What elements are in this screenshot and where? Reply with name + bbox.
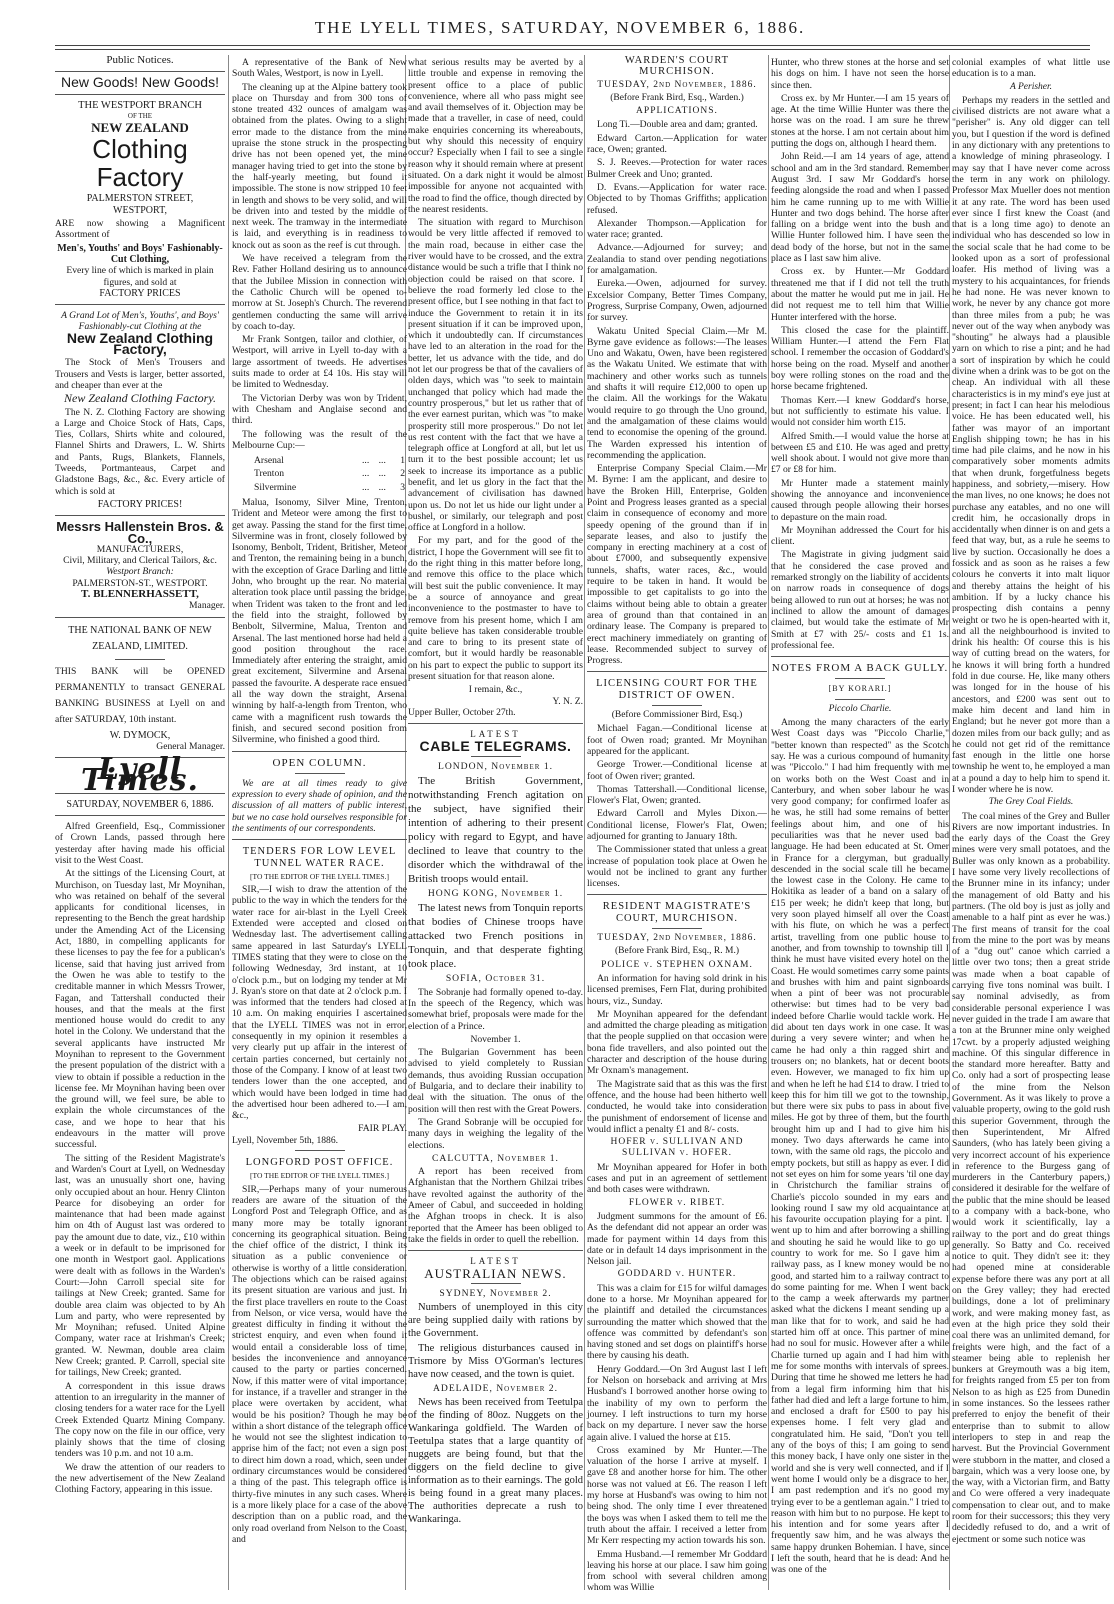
- column-divider: [949, 55, 950, 1590]
- byline: [BY KORARI.]: [828, 684, 892, 694]
- section-heading: LONGFORD POST OFFICE.: [245, 1157, 394, 1169]
- section-heading: OPEN COLUMN.: [272, 756, 367, 769]
- editor-note: [TO THE EDITOR OF THE LYELL TIMES.]: [250, 871, 389, 881]
- rule: [652, 928, 702, 929]
- article-text: The following was the result of the Melbourne Cup:—: [232, 428, 407, 451]
- news-text: The Bulgarian Government has been advised to yield completely to Russian demands, thus avoiding Russian occupation of Bulgaria, and to declare their inability to deal with the situation. The onus of the position will then rest with the Great Powers.: [408, 1047, 583, 1115]
- section-heading: CABLE TELEGRAMS.: [419, 737, 572, 754]
- column-4: [587, 55, 767, 1594]
- notices-heading: Public Notices.: [106, 54, 174, 66]
- court-text: Henry Goddard.—On 3rd August last I left for Nelson on horseback and arriving at Mrs Husband's I borrowed another horse owing to the inability of my own to perform the journey. I left instructions to turn my horse back on my departure. I never saw the horse again alive. I valued the horse at £15.: [587, 1363, 767, 1443]
- news-text: The Grand Sobranje will be occupied for many days in weighing the legality of the elections.: [408, 1116, 583, 1151]
- rule: [232, 751, 407, 752]
- result-row: Trenton ... ... 2: [234, 468, 405, 479]
- rule: [408, 723, 583, 724]
- court-text: The Magistrate in giving judgment said that he considered the case proved and remarked strongly on the liability of accidents on narrow roads in consequence of dogs being allowed to run out at horses; he was not inclined to allow the amount of damages claimed, but would take the estimate of Mr Smith at £7 with 25/- costs and £1 1s. professional fee.: [771, 549, 949, 651]
- news-text: Numbers of unemployed in this city are being supplied daily with rations by the Government.: [408, 1302, 583, 1340]
- date-line: TUESDAY, 2nd November, 1886.: [597, 933, 757, 944]
- ad-line: FACTORY PRICES: [99, 287, 181, 299]
- news-text: The British Government, notwithstanding French agitation on the subject, have signified their intention of adhering to their present policy with regard to Egypt, and have declined to leave that country to the disorder which the withdrawal of the British troops would entail.: [408, 775, 583, 886]
- article-text: The coal mines of the Grey and Buller Rivers are now important industries. In the early days of the Coast the Grey mines were very small potatoes, and the Buller was only known as a probability. I have some very lively recollections of the Brunner mine in its infancy; under the management of old Batty and his partners. (The old boy is just as jolly and amenable to a half pint as ever he was.) The first means of transit for the coal from the mine to the port was by means of a "dug out" canoe which carried a little over two tons; then a great stride was made when a boat capable of carrying five tons nominal was built. I say nominal advisedly, as from considerable personal experience I was never guided in the trade I am aware that a ton at the Brunner mine only weighed 17cwt. by a properly adjusted weighing machine. Of this singular difference in the standard more hereafter. Batty and Co. only had a sort of prospecting lease of the mine from the Nelson Government. As it was likely to prove a valuable property, owing to the gold rush this superior Government, through the then Superintendent, Mr Alfred Saunders, (who has lately been giving a very incorrect account of his experience in reference to the Burgess gang of murderers in the Canterbury papers,) considered it desirable for the welfare of the public that the mine should be leased to a company with a back-bone, who would work it scientifically, lay a railway to the port and do great things generally. So Batty and Co. received notice to quit. They didn't see it: they had opened mine at considerable expense before there was any port at all on the Grey valley; they had erected buildings, done a lot of preliminary work, and were making money fast, as even at the high price they sold their coal there was an unlimited demand, for freights were high, and the fact of a steamer being able to replenish her bunkers at Greymouth was a big item, for freights ranged from £5 per ton from Nelson to as high as £25 from Dunedin in some instances. So the lessees rather preferred to enjoy the benefit of their enterprise than to submit to allow interlopers to step in and reap the harvest. But the Provincial Government were stubborn in the matter, and closed a bargain, which was a very loose one, by the way, with a Victorian firm, and Batty and Co were offered a very inadequate compensation to clear out, and to make room for their successors; this they very decidedly refused to do, and a writ of ejectment or some such notice was: [952, 810, 1110, 1545]
- horse-name: Arsenal: [254, 455, 284, 467]
- court-text: Mr Moynihan appeared for Hofer in both cases and put in an agreement of settlement and both cases were withdrawn.: [587, 1161, 767, 1196]
- section-heading: AUSTRALIAN NEWS.: [424, 1265, 567, 1281]
- article-text: Among the many characters of the early West Coast days was "Piccolo Charlie," "better known than respected" as the Scotch say. He was a curious compound of humanity was "Piccolo." I had him frequently with me on works both on the West Coast and in Canterbury, and when sober labour he was very good company; for confirmed loafer as he was, he still had some remains of better feelings about him, and one of his peculiarities was that he never used bad language. He had been educated at St. Omer in France for a clergyman, but gradually descended in the social scale till he became the lowest case in the Colony. He came to Hokitika as leader of a band on a salary of £15 per week; he didn't keep that long, but very soon played himself all over the Coast with his flute, on which he was a perfect artist, travelling from one public house to another, and from township to township till I think he must have visited every hotel on the Coast. He would sometimes carry some paints and brushes with him and paint signboards when a pint of beer was not procurable otherwise: but times had to be very bad indeed before Charlie would tackle work. He did about ten days work in one case. It was during a very severe winter; and when he came he had only a thin ragged shirt and trousers on; no blankets, hat or decent boots even. However, we managed to fix him up and when he left he had £14 to draw. I tried to keep this for him till we got to the township, but there were six pubs to pass in about five miles. He got by three of them, but the fourth brought him up and I had to give him his money. Two days afterwards he came into town, with the same old rags, the piccolo and empty pockets, but still as happy as ever. I did not set eyes on him for some years 'til one day in Christchurch the familiar strains of Charlie's piccolo sounded in my ears and looking round I saw my old acquaintance at his favourite occupation playing for a pint. I went up to him and after borrowing a shilling and shouting he said he would like to go up country to work for me. So I gave him a railway pass, as I knew money would be no good, and started him to a railway contract to do some painting for me. When I went back to the camp a week afterwards my partner asked what the dickens I meant sending up a man like that for to work, and said he had started him off at once. This partner of mine had no soul for music. However after a while Charlie turned up again and I had him with me for some months with intervals of sprees. During that time he showed me letters he had from a legal firm informing him that his father had died and left a large fortune to him, and enclosed a draft for £500 to pay his expenses home. I felt very glad and congratulated him. He said, "Don't you tell any of the boys of this; I am going to send this money back, I have only one sister in the world and she is very well connected, and if I went home I would only be a disgrace to her, I am past redemption and it's no good my trying ever to be a gentleman again." I tried to reason with him but to no purpose. He kept to his intention and for some years after I frequently saw him, and he was always the same happy drunken Bohemian. I have, since I left the south, heard that he is dead: And he was one of the: [771, 717, 949, 1576]
- ad-heading: Messrs Hallenstein Bros. & Co.,: [56, 519, 224, 546]
- case-title: GODDARD v. HUNTER.: [617, 1269, 737, 1280]
- sub-heading: APPLICATIONS.: [636, 106, 718, 117]
- article-text: The Victorian Derby was won by Trident, with Chesham and Anglaise second and third.: [232, 392, 407, 427]
- news-text: The Sobranje had formally opened to-day. In the speech of the Regency, which was somewhat brief, proposals were made for the election of a Prince.: [408, 986, 583, 1032]
- column-3: [408, 55, 583, 1585]
- ad-text: The N. Z. Clothing Factory are showing a Large and Choice Stock of Hats, Caps, Ties, Collars, Shirts white and coloured, Flannel Shirts and Drawers, L. W. Shirts and Pants, Rugs, Blankets, Flannels, Tweeds, Portmanteaus, Carpet and Gladstone Bags, &c., &c. Every article of which is sold at: [55, 406, 225, 497]
- rule: [55, 304, 225, 305]
- court-note: (Before Frank Bird, Esq., Warden.): [610, 92, 744, 103]
- rule: [771, 656, 949, 657]
- signature: FAIR PLAY.: [358, 1123, 407, 1135]
- column-divider: [228, 55, 229, 1590]
- dateline: SOFIA, October 31.: [445, 973, 546, 985]
- masthead-rule-lower: [55, 49, 1090, 50]
- ad-line: PALMERSTON-ST., WESTPORT.: [72, 577, 208, 589]
- section-heading: WARDEN'S COURT MURCHISON.: [624, 55, 730, 78]
- column-1: [55, 55, 225, 1585]
- court-text: Eureka.—Owen, adjourned for survey. Excelsior Company, Better Times Company, Progress, Surprise Company, Owen, adjourned for survey.: [587, 278, 767, 324]
- court-text: This was a claim for £15 for wilful damages done to a horse. Mr Moynihan appeared for the plaintiff and detailed the circumstances surrounding the matter which showed that the offence was committed by defendant's son having stoned and set dogs on plaintiff's horse there by causing his death.: [587, 1282, 767, 1362]
- column-divider: [768, 55, 769, 1590]
- article-text: The sitting of the Resident Magistrate's and Warden's Court at Lyell, on Wednesday last, was an unusually short one, having only occupied about an hour. Henry Clinton Pearce for disobeying an order for maintenance that had been made against him on 4th of August last was ordered to pay the amount due to date, viz., £10 within a week or in default to be imprisoned for one month in Westport gaol. Applications were dealt with as follows in the Warden's Court:—John Carroll special site for tailings at New Creek; granted. Same for double area claim was objected to by Ah Lum and party, who were represented by Mr Moynihan; refused. United Alpine Company, water race at Irishman's Creek; granted. W. Newman, double area claim New Creek; granted. P. Carroll, special site for tailings, New Creek; granted.: [55, 1152, 225, 1379]
- results-table: [232, 453, 407, 495]
- column-6: [952, 55, 1110, 1585]
- horse-name: Trenton: [254, 468, 285, 480]
- article-text: Mr Frank Sontgen, tailor and clothier, of Westport, will arrive in Lyell to-day with a large assortment of tweeds. He advertises suits made to order at £4 10s. His stay will be limited to Wednesday.: [232, 334, 407, 391]
- news-text: The latest news from Tonquin reports that bodies of Chinese troops have attacked two French positions in Tonquin, and that desperate fighting took place.: [408, 902, 583, 971]
- rule: [55, 815, 225, 816]
- case-title: FLOWER v. RIBET.: [628, 1197, 726, 1208]
- ad-line: Civil, Military, and Clerical Tailors, &c.: [63, 555, 217, 567]
- court-text: Alfred Smith.—I would value the horse at between £5 and £10. He was aged and pretty well shook about. I would not give more than £7 or £8 for him.: [771, 430, 949, 476]
- section-heading: LICENSING COURT FOR THE DISTRICT OF OWEN.: [596, 678, 758, 701]
- sub-heading: A Perisher.: [1009, 81, 1053, 92]
- rule: [55, 94, 225, 95]
- rule: [295, 1150, 345, 1151]
- court-text: Mr Moynihan appeared for the defendant and admitted the charge pleading as mitigation that the people supplied on that occasion were bona fide travellers, and also pointed out the character and description of the house during Mr Oxnam's management.: [587, 1008, 767, 1077]
- ad-line: Manager.: [189, 600, 225, 612]
- court-text: Emma Husband.—I remember Mr Goddard leaving his horse at our place. I saw him going from school with several children among whom was Willie: [587, 1548, 767, 1594]
- rule: [232, 839, 407, 840]
- court-text: Thomas Kerr.—I knew Goddard's horse, but not sufficiently to estimate his value. I would not consider him worth £15.: [771, 394, 949, 429]
- bank-text: THIS BANK will be OPENED PERMANENTLY to transact GENERAL BANKING BUSINESS at Lyell on and after SATURDAY, 10th instant.: [55, 665, 225, 725]
- ad-line: A Grand Lot of Men's, Youths', and Boys' Fashionably-cut Clothing at the: [61, 310, 219, 333]
- article-text: Alfred Greenfield, Esq., Commissioner of Crown Lands, passed through here yesterday after having made his official visit to the West Coast.: [55, 821, 225, 866]
- column-2: [232, 55, 407, 1585]
- masthead: THE LYELL TIMES, SATURDAY, NOVEMBER 6, 1886.: [314, 18, 806, 37]
- letter-text: SIR,—Perhaps many of your numerous readers are aware of the situation of the Longford Post and Telegraph Office, and as many more may be totally ignorant concerning its geographical situation. Being the chief office of the district, I think its situation as a public convenience or otherwise is worthy of a little consideration. The objections which can be raised against its present situation are various and just. In the first place travellers en route to the Coast from Nelson, or vice versa, would have the greatest difficulty in finding it without the strictest enquiry, and even when found it would entail a considerable loss of time, besides the inconvenience and annoyance caused to the party or parties concerned. Now, if this matter were of vital importance; for instance, if a traveller and stranger in the place were overtaken by accident, what would be his position? Though he may be within a short distance of the telegraph office he would not see the slightest indication to apprise him of the fact; not even a sign post to direct him down a road, which, seen under ordinary circumstances would be considered a thing of the past. This telegraph office is thirty-five minutes in any such cases. Where is a more likely place for a case of the above description than on a public road, and the only road overland from Nelson to the Coast, and: [232, 1183, 407, 1545]
- date-line: TUESDAY, 2nd November, 1886.: [597, 79, 757, 90]
- rule: [408, 1250, 583, 1251]
- court-text: Alexander Thompson.—Application for water race; granted.: [587, 217, 767, 241]
- rule: [587, 894, 767, 895]
- ad-line: MANUFACTURERS,: [96, 543, 184, 555]
- court-text: The Magistrate said that as this was the first offence, and the house had been hitherto well conducted, he would take into consideration the punishment of endorsement of license and would inflict a penalty £1 and 8/- costs.: [587, 1078, 767, 1135]
- signature: Y. N. Z.: [552, 695, 583, 707]
- horse-name: Silvermine: [254, 481, 297, 493]
- section-heading: RESIDENT MAGISTRATE'S COURT, MURCHISON.: [602, 901, 752, 924]
- ad-line: THE WESTPORT BRANCH: [78, 99, 202, 111]
- rule: [587, 671, 767, 672]
- article-text: We have received a telegram from the Rev. Father Holland desiring us to announce that the Jubilee Mission in connection with the Catholic Church will be opened to-morrow at St. Joseph's Church. The reverend gentlemen conducting the same will arrive by coach to-day.: [232, 253, 407, 332]
- editorial-note: We are at all times ready to give expression to every shade of opinion, and the discussion of all matters of public interest, but we no case hold ourselves responsible for the sentiments of our correspondents.: [232, 777, 407, 834]
- court-text: Advance.—Adjourned for survey; and Zealandia to stand over pending negotiations for amalgamation.: [587, 242, 767, 277]
- article-text: We draw the attention of our readers to the new advertisement of the New Zealand Clothing Factory, appearing in this issue.: [55, 1461, 225, 1496]
- court-text: Edward Carton.—Application for water race, Owen; granted.: [587, 132, 767, 156]
- rule: [55, 71, 225, 72]
- article-text: The cleaning up at the Alpine battery took place on Thursday and from 300 tons of stone treated 432 ounces of amalgam was obtained from the plates. Owing to a slight error made to the distance from the mine upraise the stone struck in the prospecting drive has not been opened yet, the mine manager having tried to get into the stone by the half-yearly meeting, but found it impossible. The stone is now stripped 10 feet in length and shows to be very solid, and will be driven into and tested by the middle of next week. The tramway in the intermediate is laid, and everything is in readiness to knock out as soon as the reef is cut through.: [232, 81, 407, 251]
- news-text: News has been received from Teetulpa of the finding of 80oz. Nuggets on the Wankaringa goldfield. The Warden of Teetulpa states that a large quantity of nuggets are being found, but that the diggers on the field decline to give information as to their earnings. The gold is being found in a great many places. The authorities deprecate a rush to Wankaringa.: [408, 1397, 583, 1526]
- ad-line: New Zealand Clothing Factory.: [64, 391, 216, 406]
- court-text: John Reid.—I am 14 years of age, attend school and am in the 3rd standard. Remember August 3rd. I saw Mr Goddard's horse feeding alongside the road and when I passed him he came running up to me with Willie Hunter and two dogs behind. The horse after falling on a bridge went into the bush and Willie Hunter followed him. I have seen the dead body of the horse, but not in the same place as I last saw him alive.: [771, 151, 949, 265]
- court-text: Mr Hunter made a statement mainly showing the annoyance and inconvenience caused through people allowing their horses to depasture on the main road.: [771, 477, 949, 523]
- court-text: Enterprise Company Special Claim.—Mr M. Byrne: I am the applicant, and desire to have the Broken Hill, Enterprise, Golden Point and Progress leases granted as a special claim in consequence of economy and more speedy opening of the ground than if in separate leases, and also to justify the company in erecting machinery at a cost of about £7000, and subsequently expensive tunnels, shafts, water races, &c., would require to be taken in hand. It would be impossible to get capitalists to go into the claims without being able to obtain a greater area of ground than that contained in an ordinary lease. The Company is prepared to erect machinery immediately on granting of lease. Recommended subject to survey of Progress.: [587, 463, 767, 667]
- court-text: Thomas Tattershall.—Conditional license, Flower's Flat, Owen; granted.: [587, 783, 767, 807]
- column-divider: [584, 55, 585, 1590]
- rule: [652, 705, 702, 706]
- section-heading: NOTES FROM A BACK GULLY.: [771, 662, 949, 675]
- letter-text: SIR,—I wish to draw the attention of the public to the way in which the tenders for the water race for air-blast in the Lyell Creek Extended were accepted and closed on Wednesday last. The advertisement calling same appeared in last Saturday's LYELL TIMES stating that they were to close on the following Wednesday, 3rd instant, at 10 o'clock p.m., but on lodging my tender at Mr J. Ryan's store on that date at 2 o'clock p.m. I was informed that the tenders had closed at 10 a.m. On making enquiries I ascertained that the LYELL TIMES was not in error, consequently in my opinion it resembles a very clearly put up affair in the interest of certain parties concerned, but certainly not those of the Company. I know of at least two tenders lower than the one accepted, and which would have been lodged in time had the advertised hour been adhered to.—I am, &c.,: [232, 884, 407, 1122]
- ad-line: Westport Branch:: [106, 566, 174, 578]
- ad-heading: New Zealand Clothing Factory,: [66, 329, 214, 358]
- column-5: [771, 55, 949, 1585]
- horse-place: 2: [400, 468, 405, 480]
- court-text: Hunter, who threw stones at the horse and set his dogs on him. I have not seen the horse since then.: [771, 57, 949, 91]
- masthead-rule: [55, 45, 1090, 46]
- horse-place: 3: [400, 481, 405, 493]
- article-text: A representative of the Bank of New South Wales, Westport, is now in Lyell.: [232, 57, 407, 80]
- sub-heading: The Grey Coal Fields.: [988, 797, 1074, 808]
- court-note: (Before Commissioner Bird, Esq.): [611, 710, 743, 721]
- ad-line: PALMERSTON STREET,: [86, 193, 194, 205]
- ad-text: The Stock of Men's Trousers and Trousers and Vests is larger, better assorted, and cheaper than ever at the: [55, 357, 225, 391]
- letter-date: Upper Buller, October 27th.: [408, 706, 516, 718]
- article-text: colonial examples of what little use education is to a man.: [952, 57, 1110, 80]
- rule: [295, 773, 345, 774]
- rule: [835, 678, 885, 679]
- court-text: Cross examined by Mr Hunter.—The valuation of the horse I arrive at myself. I gave £8 and another horse for him. The other horse was not valued at £6. The reason I left my horse at Husband's was owing to him not being shod. The only time I ever threatened the boys was when I asked them to tell me the truth about the affair. I received a letter from Mr Kerr respecting my action towards his son.: [587, 1444, 767, 1547]
- bank-heading: THE NATIONAL BANK OF NEW ZEALAND, LIMITED.: [68, 624, 212, 652]
- clothing-factory-heading: Clothing Factory: [92, 134, 188, 193]
- letter-text: The situation with regard to Murchison would be very little affected if removed to the main road, because in either case the river would have to be crossed, and the extra distance would be such a trifle that I think no objection could be raised on that score. I believe the road formerly led close to the present office, but I see nothing in that fact to induce the Government to retain it in its present situation if it can be improved upon, which it undoubtedly can. If circumstances have led to an alteration in the road for the better, let us advance with the tide, and do not let our progress be that of the cavaliers of olden days, which was "to seek to maintain unchanged that policy which had made the country prosperous," but let us rather that of the ever earnest puritan, which was "to make prosperity still more prosperous." Do not let us rest content with the fact that we have a telegraph office at Longford at all, but let us turn it to the best possible account; let us seek to increase its importance as a public benefit, and let us glory in the fact that the advancement of civilisation has dawned upon us. Do not let us hide our light under a bushel, or similarly, our telegraph and post office at Longford in a hollow.: [408, 217, 583, 534]
- rule: [55, 617, 225, 618]
- ad-line: FACTORY PRICES!: [97, 498, 183, 510]
- case-title: HOFER v. SULLIVAN AND SULLIVAN v. HOFER.: [610, 1137, 744, 1159]
- letter-text: For my part, and for the good of the district, I hope the Government will see fit to do the right thing in this matter before long, and remove this office to the place which will best suit the public convenience. It may be a source of annoyance and great inconvenience to the postmaster to have to remove from his present home, which I am quite believe has taken considerable trouble and care to bring to its present state of comfort, but it would hardly be reasonable on his part to expect the public to support its present situation for that reason alone.: [408, 535, 583, 683]
- dateline: SYDNEY, November 2.: [439, 1287, 552, 1299]
- article-text: At the sittings of the Licensing Court, at Murchison, on Tuesday last, Mr Moynihan, who was retained on behalf of the several applicants for conditional licenses, in representing to the Bench the great hardship under the Amending Act of the Licensing Act, 1880, in compelling applicants for these licenses to pay the fee for a publican's license, said that having just arrived from the Owen he was able to testify to the creditable manner in which Messrs Trower, Fagan, and Tattershall conducted their houses, and that the meals at the first mentioned house would do credit to any hotel in the Colony. We understand that the several applicants have instructed Mr Moynihan to represent to the Government the present population of the district with a view to obtain if possible a reduction in the license fee. Mr Moynihan having been over the ground will, we feel sure, be able to explain the whole circumstances of the case, and we hope to hear that his endeavours in the matter will prove successful.: [55, 868, 225, 1151]
- new-goods-heading: New Goods! New Goods!: [61, 74, 219, 91]
- article-text: Perhaps my readers in the settled and civilised districts are not aware what a "perisher" is. Any old digger can tell you, but I question if the word is defined in any dictionary with any pretentions to a knowledge of mining phraseology. I may say that I have never come across the term in any work on philology. Professor Max Mueller does not mention it at any rate. The word has been used ever since I first knew the Coast (and that is a long time ago) to denote an individual who has descended so low in the social scale that he had come to be looked upon as a sort of professional loafer. His method of living was a mystery to his acquaintances, for friends he had none. He was never known to work, he never by any chance got more than three miles from a pub; he was never out of the way when anybody was "shouting" he always had a plausible yarn on which to rise a pint; and he had a sort of inspiration by which he could divine when a drink was to be got on the cheap. An individual with all these characteristics is in my mind's eye just at present; in fact I can hear his melodious voice. He has been educated well, his father was mayor of an important English shipping town; he has in his time had pile claims, and he now in his comparatively sober moments admits that when drunk, forgetfulness begets happiness, and sobriety,—misery. How the man lives, no one knows; he does not purchase any eatables, and no one will credit him, he occasionally drops in accidentally when dinner is on and gets a feed that way, but, as a rule he seems to live by suction. Occasionally he does a fossick and as soon as he raises a few colours he converts it into malt liquor and thereby attains the height of his ambition. If by a lucky chance his prospecting dish contains a penny weight or two he is open-hearted with it, and all the neighbourhood is invited to drink his health: Of course this is his way of cutting bread on the waters, for he knows it will bring forth a hundred fold in due course. He, like many others was longed for in the house of his ancestors, and £200 was sent out to make him decent and land him in England; but he never got more than a dozen miles from our back gully; and as he could not get rid of the remittance fast enough in the little one horse township he went to, he employed a man at a pound a day to help him to spend it. I wonder where he is now.: [952, 94, 1111, 795]
- court-text: S. J. Reeves.—Protection for water races Bulmer Creek and Uno; granted.: [587, 157, 767, 180]
- sub-heading: Piccolo Charlie.: [828, 703, 892, 714]
- court-text: Edward Carroll and Myles Dixon.—Conditional license, Flower's Flat, Owen; adjourned for granting to January 18th.: [587, 808, 767, 842]
- ad-line: T. BLENNERHASSETT,: [81, 587, 199, 600]
- ad-line: Men's, Youths' and Boys' Fashionably-Cut Clothing,: [57, 242, 223, 265]
- article-text: A correspondent in this issue draws attention to an irregularity in the manner of closing tenders for a water race for the Lyell Creek Extended Quartz Mining Company. The copy now on the file in our office, very plainly shows that the time of closing tenders was 10 p.m. and not 10 a.m.: [55, 1380, 225, 1460]
- newspaper-title: Lyell Times.: [81, 752, 199, 799]
- section-heading: TENDERS FOR LOW LEVEL TUNNEL WATER RACE.: [242, 846, 397, 869]
- ad-line: Every line of which is marked in plain figures, and sold at: [66, 265, 214, 288]
- rule: [115, 659, 165, 660]
- rule: [471, 1283, 521, 1284]
- ad-text: ARE now showing a Magnificent Assortment of: [55, 218, 225, 241]
- court-text: Wakatu United Special Claim.—Mr M. Byrne gave evidence as follows:—The leases Uno and Wakatu, Owen, have been registered as the Wakatu United. We estimate that with machinery and other works such as tunnels and shafts it will require £12,000 to open up the claim. All the workings for the Wakatu would require to go through the Uno ground, and the amalgamation of these claims would tend to economise the opening of the ground. The Warden expressed his intention of recommending the application.: [587, 325, 767, 461]
- court-note: (Before Frank Bird, Esq., R. M.): [614, 946, 739, 957]
- article-text: Malua, Isonomy, Silver Mine, Trenton, Trident and Meteor were among the first to get away. Passing the stand for the first time, Silvermine was in front, closely followed by Isonomy, Benbolt, Trident, Britisher, Meteor and Trenton, the remaining being in a bunch, with the exception of Grace Darling and little John, who brought up the rear. No material alteration took place until passing the bridge, when Trident was taken to the front and led the field into the straight, followed by Benbolt, Silvermine, Malua, Trenton and Arsenal. The last mentioned horse had held a good position throughout the race. Immediately after entering the straight, amid great excitement, Silvermine and Arsenal passed the favourite. A desperate race ensued all the way down the straight, Arsenal winning by half-a-length from Trenton, who came with a magnificent rush towards the finish, and secured second position from Silvermine, who finished a good third.: [232, 496, 407, 746]
- editor-note: [TO THE EDITOR OF THE LYELL TIMES.]: [250, 1171, 389, 1181]
- section-kicker: LATEST: [470, 729, 521, 740]
- court-text: This closed the case for the plaintiff. William Hunter.—I attend the Fern Flat school. I remember the occasion of Goddard's horse being on the road. Myself and another boy were rolling stones on the road and the horse became frightened.: [771, 324, 949, 393]
- letter-text: what serious results may be averted by a little trouble and expense in removing the present office to a place of public convenience, where all who pass might see and avail themselves of it. Objection may be made that a traveller, in case of need, could make enquiries concerning its whereabouts, but why should this necessity of enquiry occur? Especially when I fail to see a single reason why it should remain where at present situated. On a dark night it would be almost impossible for anyone not acquainted with the road to find the office, though directed by the nearest residents.: [408, 57, 583, 215]
- signature: I remain, &c.,: [468, 684, 523, 696]
- dateline: CALCUTTA, November 1.: [432, 1152, 559, 1164]
- court-text: D. Evans.—Application for water race. Objected to by Thomas Griffiths; application refused.: [587, 181, 767, 216]
- result-row: Silvermine ... ... 3: [234, 482, 405, 493]
- result-row: Arsenal ... ... 1: [234, 455, 405, 466]
- rule: [835, 699, 885, 700]
- dateline: ADELAIDE, November 2.: [432, 1383, 559, 1395]
- rule: [471, 756, 521, 757]
- ad-line: WESTPORT,: [113, 204, 167, 216]
- letter-date: Lyell, November 5th, 1886.: [232, 1134, 339, 1146]
- dateline: HONG KONG, November 1.: [427, 888, 564, 900]
- news-text: The religious disturbances caused in Trismore by Miss O'Gorman's lectures have now ceased, and the town is quiet.: [408, 1343, 583, 1381]
- court-text: An information for having sold drink in his licensed premises, Fern Flat, during prohibited hours, viz., Sunday.: [587, 972, 767, 1007]
- rule: [55, 515, 225, 516]
- court-text: Cross ex. by Hunter.—Mr Goddard threatened me that if I did not tell the truth about the matter he would put me in jail. He did not request me to tell him that Willie Hunter interfered with the horse.: [771, 266, 949, 323]
- court-text: Mr Moynihan addressed the Court for his client.: [771, 524, 949, 548]
- ad-line: W. DYMOCK,: [109, 729, 171, 741]
- dateline: LONDON, November 1.: [437, 760, 554, 772]
- court-text: The Commissioner stated that unless a great increase of population took place at Owen he would not be inclined to grant any further licenses.: [587, 844, 767, 890]
- ad-line: OF THE: [127, 111, 153, 120]
- court-text: Long Ti.—Double area and dam; granted.: [597, 119, 758, 131]
- horse-place: 1: [400, 455, 405, 467]
- court-text: Cross ex. by Mr Hunter.—I am 15 years of age. At the time Willie Hunter was there the horse was on the road. I am sure he threw stones at the horse. I am not certain about him putting the dogs on, although I heard them.: [771, 92, 949, 150]
- case-title: POLICE v. STEPHEN OXNAM.: [601, 959, 753, 970]
- date-line: SATURDAY, NOVEMBER 6, 1886.: [66, 798, 214, 810]
- section-kicker: LATEST: [470, 1256, 521, 1267]
- court-text: George Trower.—Conditional license at foot of Owen river; granted.: [587, 759, 767, 782]
- dateline: November 1.: [470, 1033, 521, 1045]
- court-text: Judgment summons for the amount of £6. As the defendant did not appear an order was made for payment within 14 days from this date or in default 14 days imprisonment in the Nelson jail.: [587, 1210, 767, 1268]
- news-text: A report has been received from Afghanistan that the Northern Ghilzai tribes have revolted against the authority of the Ameer of Cabul, and succeeded in holding the Afghan troops in check. It is also reported that the Ameer has been obliged to take the fields in order to quell the rebellion.: [408, 1166, 583, 1245]
- ad-line: General Manager.: [156, 740, 225, 752]
- ad-line: NEW ZEALAND: [91, 120, 189, 136]
- court-text: Michael Fagan.—Conditional license at foot of Owen road; granted. Mr Moynihan appeared for the applicant.: [587, 723, 767, 757]
